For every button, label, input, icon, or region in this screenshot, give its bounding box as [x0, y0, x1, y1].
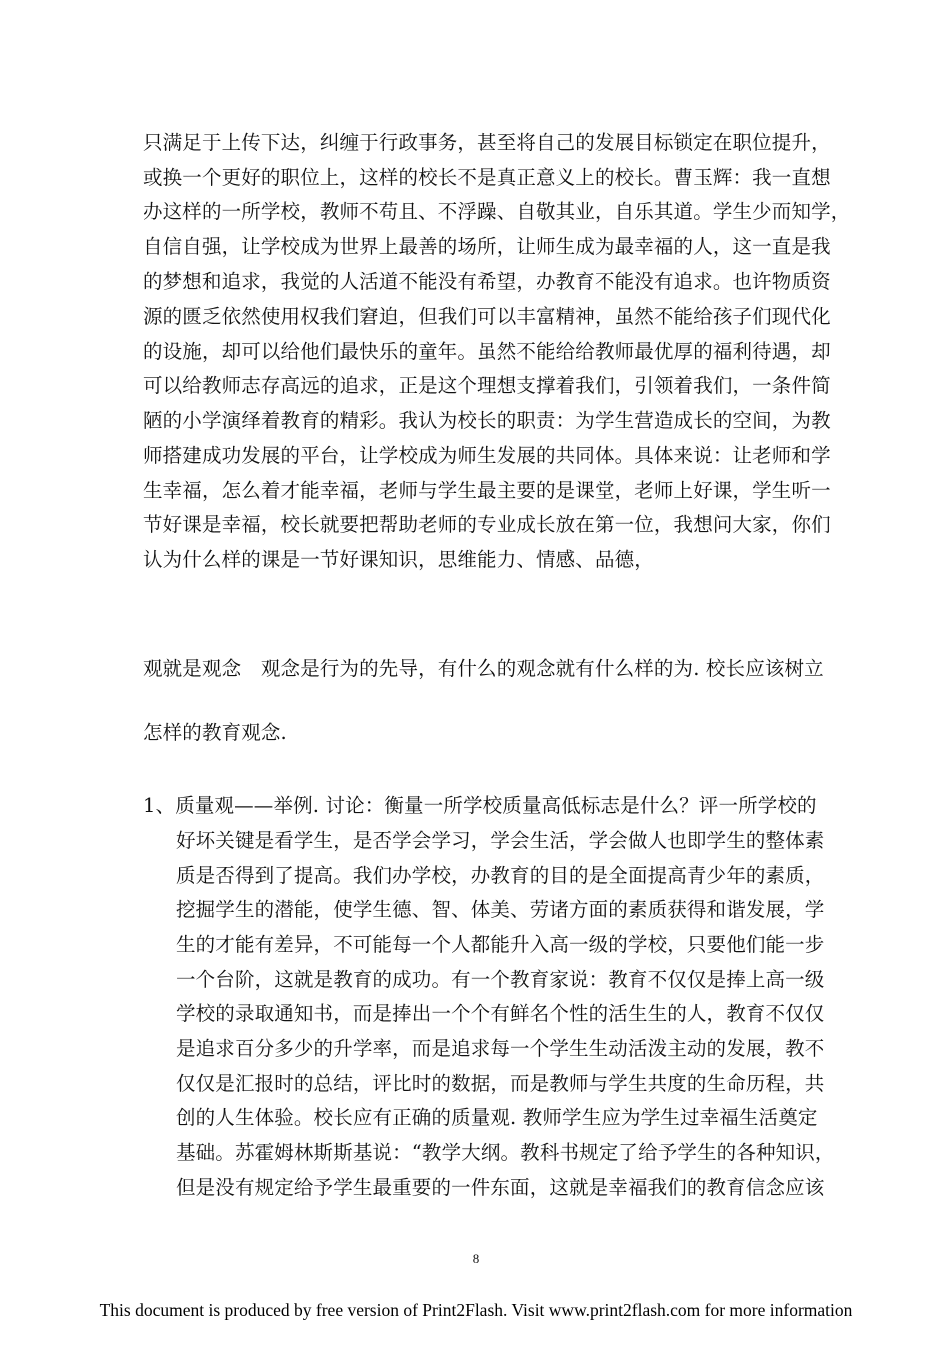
text-line: 生的才能有差异，不可能每一个人都能升入高一级的学校，只要他们能一步	[176, 933, 825, 956]
text-line: 质是否得到了提高。我们办学校，办教育的目的是全面提高青少年的素质，	[176, 864, 825, 887]
text-line: 陋的小学演绎着教育的精彩。我认为校长的职责：为学生营造成长的空间，为教	[143, 409, 831, 432]
text-line: 的设施，却可以给他们最快乐的童年。虽然不能给给教师最优厚的福利待遇，却	[143, 340, 831, 363]
text-line: 认为什么样的课是一节好课知识，思维能力、情感、品德，	[143, 548, 654, 571]
text-line: 师搭建成功发展的平台，让学校成为师生发展的共同体。具体来说：让老师和学	[143, 444, 831, 467]
text-line: 或换一个更好的职位上，这样的校长不是真正意义上的校长。曹玉辉：我一直想	[143, 166, 831, 189]
text-line: 怎样的教育观念.	[143, 721, 287, 744]
text-line: 自信自强，让学校成为世界上最善的场所，让师生成为最幸福的人，这一直是我	[143, 235, 831, 258]
text-line: 一个台阶，这就是教育的成功。有一个教育家说：教育不仅仅是捧上高一级	[176, 968, 825, 991]
text-line: 的梦想和追求，我觉的人活道不能没有希望，办教育不能没有追求。也许物质资	[143, 270, 831, 293]
text-line: 观就是观念 观念是行为的先导，有什么的观念就有什么样的为. 校长应该树立	[143, 657, 824, 680]
watermark-footer: This document is produced by free version of Print2Flash. Visit www.print2flash.com for more information	[99, 1300, 853, 1320]
text-line: 是追求百分多少的升学率，而是追求每一个学生生动活泼主动的发展，教不	[176, 1037, 825, 1060]
text-line: 仅仅是汇报时的总结，评比时的数据，而是教师与学生共度的生命历程，共	[176, 1072, 825, 1095]
text-line: 基础。苏霍姆林斯斯基说：“教学大纲。教科书规定了给予学生的各种知识，	[176, 1141, 835, 1164]
text-line: 办这样的一所学校，教师不苟且、不浮躁、自敬其业，自乐其道。学生少而知学，	[143, 200, 851, 223]
text-line: 学校的录取通知书，而是捧出一个个有鲜名个性的活生生的人，教育不仅仅	[176, 1002, 825, 1025]
text-line: 源的匮乏依然使用权我们窘迫，但我们可以丰富精神，虽然不能给孩子们现代化	[143, 305, 831, 328]
page-number: 8	[472, 1251, 480, 1266]
text-line: 生幸福，怎么着才能幸福，老师与学生最主要的是课堂，老师上好课，学生听一	[143, 479, 831, 502]
text-line: 但是没有规定给予学生最重要的一件东面，这就是幸福我们的教育信念应该	[176, 1176, 825, 1199]
text-line: 可以给教师志存高远的追求，正是这个理想支撑着我们，引领着我们，一条件简	[143, 374, 831, 397]
text-line: 1、质量观——举例. 讨论：衡量一所学校质量高低标志是什么？评一所学校的	[143, 794, 817, 817]
text-line: 创的人生体验。校长应有正确的质量观. 教师学生应为学生过幸福生活奠定	[176, 1106, 818, 1129]
text-line: 好坏关键是看学生，是否学会学习，学会生活，学会做人也即学生的整体素	[176, 829, 825, 852]
text-line: 挖掘学生的潜能，使学生德、智、体美、劳诸方面的素质获得和谐发展，学	[176, 898, 825, 921]
text-line: 只满足于上传下达，纠缠于行政事务，甚至将自己的发展目标锁定在职位提升，	[143, 131, 831, 154]
text-line: 节好课是幸福，校长就要把帮助老师的专业成长放在第一位，我想问大家，你们	[143, 513, 831, 536]
